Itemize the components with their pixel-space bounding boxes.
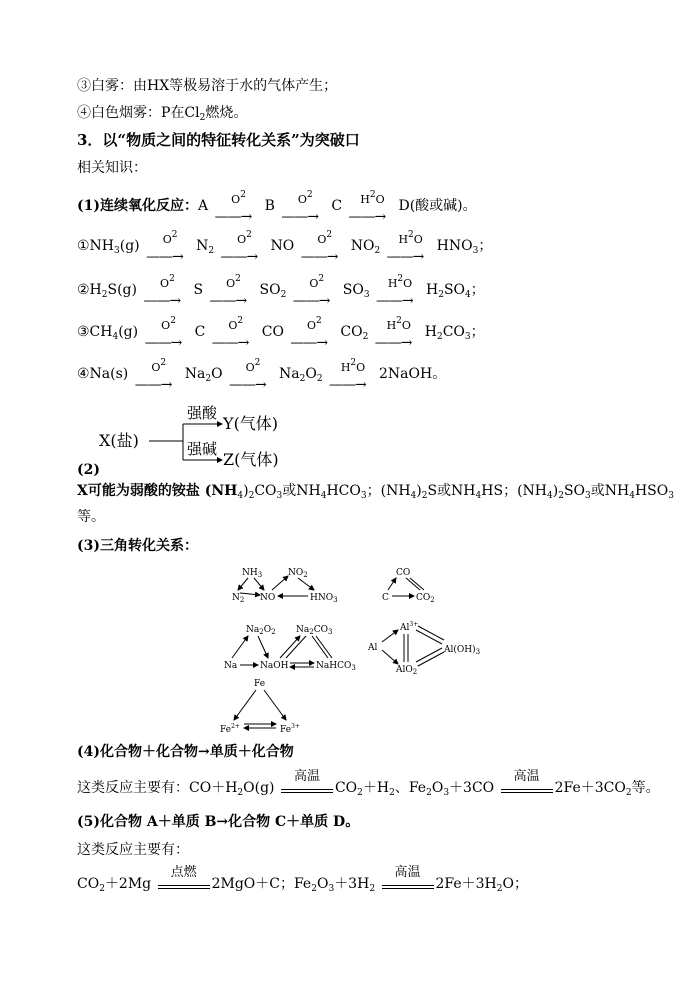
arrow-h2o: $H^2O$ ——→ <box>348 190 386 225</box>
p4-text: (4)化合物＋化合物→单质＋化合物 <box>77 744 294 760</box>
p4-heading <box>77 742 294 762</box>
al-al: Al <box>368 643 378 653</box>
p3-heading <box>77 536 198 556</box>
salt-acid: 强酸 <box>187 404 218 422</box>
al-aloh3: $Al(OH)_3$ <box>444 645 481 656</box>
arrow-o2: $O^2$ ——→ <box>214 190 252 225</box>
n-hno3: $HNO_3$ <box>310 593 338 604</box>
n-n2: $N_2$ <box>232 593 245 604</box>
line-white-fog <box>77 76 337 96</box>
p4-lead: 这类反应主要有： <box>77 780 189 796</box>
text-white-smoke-end: 燃烧。 <box>205 105 248 121</box>
text-white-fog: ③白雾：由HX等极易溶于水的气体产生； <box>77 78 338 94</box>
continuous-oxidation-line: (1)连续氧化反应：A $O^2$ ——→ B $O^2$ ——→ C $H^2O$ ——→ D(酸或碱)。 <box>77 190 477 225</box>
p3-text: (3)三角转化关系： <box>77 538 198 554</box>
triangle-diagrams <box>220 562 490 740</box>
eq-high-temp: 高温 <box>380 874 436 894</box>
salt-y: Y(气体) <box>223 414 279 433</box>
arrow-o2: $O^2$ ——→ <box>281 190 319 225</box>
na-naoh: NaOH <box>260 661 289 671</box>
p1-label: (1)连续氧化反应： <box>77 198 198 214</box>
p4-reactions: 这类反应主要有：$CO+H_2O(g)$ 高温 $CO_2+H_2$、$Fe_2O_3+3CO$ 高温 $2Fe+3CO_2$等。 <box>77 769 660 798</box>
x-note-end: 等。 <box>77 509 105 525</box>
salt-x: X(盐) <box>99 431 139 450</box>
salt-z: Z(气体) <box>223 450 279 469</box>
p5-lead: 这类反应主要有： <box>77 842 189 858</box>
related-knowledge <box>77 158 147 178</box>
c-c: C <box>382 593 389 603</box>
salt-base: 强碱 <box>187 440 218 458</box>
n-no2: $NO_2$ <box>288 568 308 579</box>
p5-heading <box>77 812 359 832</box>
p5-text: (5)化合物 A＋单质 B→化合物 C＋单质 D。 <box>77 814 360 830</box>
na-na2co3: $Na_2CO_3$ <box>296 625 333 636</box>
line-white-smoke: ④白色烟雾：P在$Cl_2$燃烧。 <box>77 105 248 123</box>
chain-h2s: $②H_2S(g)$ $O^2$ ——→ S $O^2$ ——→ $SO_2$ $O^2$ ——→ $SO_3$ $H^2O$ ——→ $H_2SO_4$； <box>77 274 485 309</box>
c-co: CO <box>396 568 411 578</box>
na-na2o2: $Na_2O_2$ <box>246 625 276 636</box>
chain-nh3: $①NH_3(g)$ $O^2$ ——→ $N_2$ $O^2$ ——→ NO $O^2$ ——→ $NO_2$ $H^2O$ ——→ $HNO_3$； <box>77 230 493 265</box>
fe-fe2: $Fe^{2+}$ <box>220 723 240 735</box>
c-co2: $CO_2$ <box>416 593 435 604</box>
salt-label: (2) <box>77 462 100 476</box>
al-al3: $Al^{3+}$ <box>400 621 419 633</box>
p5-lead-line <box>77 840 189 860</box>
chain-ch4: $③CH_4(g)$ $O^2$ ——→ C $O^2$ ——→ CO $O^2$ ——→ $CO_2$ $H^2O$ ——→ $H_2CO_3$； <box>77 316 485 351</box>
eq-high-temp: 高温 <box>499 778 555 798</box>
fe-fe3: $Fe^{3+}$ <box>280 723 300 735</box>
n-nh3: $NH_3$ <box>242 568 263 579</box>
na-na: Na <box>224 661 238 671</box>
fe-fe: Fe <box>254 679 266 689</box>
salt-diagram <box>77 398 317 476</box>
section-heading-3 <box>77 130 360 150</box>
eq-ignite: 点燃 <box>156 874 212 894</box>
al-alo2: AlO$_2$ <box>396 665 418 676</box>
heading-text: 3．以“物质之间的特征转化关系”为突破口 <box>77 131 360 149</box>
p1-tail: D(酸或碱)。 <box>398 198 477 214</box>
text-white-smoke: ④白色烟雾：P在Cl <box>77 105 200 121</box>
x-note: X可能为弱酸的铵盐 (NH <box>77 483 238 499</box>
chain-na: ④Na(s) $O^2$ ——→ $Na_2O$ $O^2$ ——→ $Na_2O_2$ $H^2O$ ——→ 2NaOH。 <box>77 358 447 393</box>
x-note-line: X可能为弱酸的铵盐 $(NH_4)_2CO_3$或$NH_4HCO_3$；$(NH_4)_2S$或$NH_4HS$；$(NH_4)_2SO_3$或$NH_4HSO_3$ <box>77 483 674 501</box>
p5-reactions: $CO_2+2Mg$ 点燃 2MgO＋C；$Fe_2O_3+3H_2$ 高温 $2Fe+3H_2O$； <box>77 865 528 894</box>
n-no: NO <box>260 593 276 603</box>
na-nahco3: NaHCO$_3$ <box>316 661 356 672</box>
eq-high-temp: 高温 <box>279 778 335 798</box>
x-note-line-2 <box>77 507 105 527</box>
related-text: 相关知识： <box>77 160 147 176</box>
